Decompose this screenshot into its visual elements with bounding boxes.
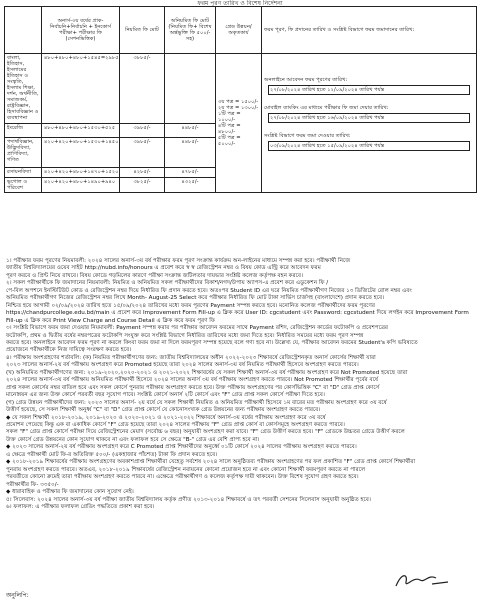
note-line: পরবর্তীতে কোনো ক্রমেই তারা পরীক্ষায় অংশগ্রহণ করতে পারবে না। এক্ষেত্রে পরীক্ষার্থীগণ ও কলেজ কর্তৃপক্ষ দায়ী থাকবেন। উক্ত বিশেষ সুযোগ গ্রহণ করতে হবে। bbox=[6, 474, 359, 481]
signature-image bbox=[392, 570, 452, 592]
note-line: এ ক্ষেত্রে পরীক্ষার্থী মোট ফি-র অতিরিক্ত ৫০০/- (একহাজার পাঁচশত) টাকা ফি প্রদান করতে হবে। bbox=[6, 451, 218, 458]
regular-fee-cell: ৩৮২৫/- bbox=[120, 178, 165, 193]
note-line: ৫। সিলেবাস: ২০২৪ সালের অনার্স-৩য় বর্ষ পরীক্ষা জাতীয় বিশ্ববিদ্যালয় কর্তৃক প্রণীত ২০১৩-২০১৪ শিক্ষাবর্ষে ও তৎ পরবর্তী সেশনের সিলেবাস অনুযায়ী অনুষ্ঠিত হবে। bbox=[6, 496, 371, 503]
top-title: ফরম পূরণ তারিখ ও বিশেষ নির্দেশনা bbox=[197, 0, 283, 7]
note-line: (গ) গ্রেড উন্নয়ন পরীক্ষার্থীদের জন্য: ২০২৩ সালের অনার্স- ২য় বর্ষে যে সকল শিক্ষার্থী নিয়মিত ও অনিয়মিত পরীক্ষার্থী হিসেবে ১ম বারের মত পরীক্ষায় অংশগ্রহণ করে ৩য় বর্ষে bbox=[6, 399, 387, 406]
header-cell bbox=[5, 7, 42, 54]
note-line: (খ) অনিয়মিত পরীক্ষার্থীগণের জন্য: ২০১৯-২০২০,২০২০-২০২১ ও ২০২১-২০২২ শিক্ষাবর্ষের যে সকল শিক্ষার্থী অনার্স-৩য় বর্ষ পরীক্ষায় অংশগ্রহণ করে Not Promoted হয়েছে তারা bbox=[6, 369, 408, 376]
note-line: ফটোকপি, প্রথম ও দ্বিতীয় বর্ষের নম্বরপত্রের ফটোকপি সংযুক্ত করে সংশ্লিষ্ট বিভাগে নির্ধারিত তারিখের মধ্যে জমা দিতে হবে। নির্ধারিত সময়ের মধ্যে ফরম পূরণ সম্পন্ন bbox=[6, 332, 364, 339]
header-cell: গ্রেড উন্নয়ন/ অকৃতকার্য bbox=[216, 7, 262, 54]
schedule-date: ২৭/০৮/২০২৪ তারিখ হতে ১২/০৯/২০২৪ তারিখ পর্যন্ত bbox=[268, 85, 470, 95]
schedule-title: অনলাইনে আবেদন ফরম পূরণের তারিখ: bbox=[264, 77, 348, 83]
schedule-date: ২৭/০৮/২০২৪ তারিখ হতে ১৬/০৯/২০২৪ তারিখ পর্যন্ত bbox=[268, 113, 470, 123]
grade-line: ৩য় পত্র = ১৫০০/- bbox=[218, 99, 259, 105]
irregular-fee-cell bbox=[165, 54, 216, 124]
grade-line: ২য় পত্র = ১৩০০/- bbox=[218, 105, 259, 111]
note-line: ২। সকল পরীক্ষার্থীকে ফি জমাদানের নিয়মাবলী: নিয়মিত ও অনিয়মিত সকল পরীক্ষার্থীদের বিকাশ/নগদ/উপায় অ্যাপস-এ প্রবেশ করে এডুকেশন ফি / bbox=[6, 280, 329, 287]
note-line: পূরণ করবে ও প্রিন্ট নিয়ে রাখবে। বিষয় কোডে গড়মিলের কারণে পরীক্ষা সংক্রান্ত জটিলতার দায়ভার সংশ্লিষ্ট কলেজ কর্তৃপক্ষ বহন করবে। bbox=[6, 272, 304, 279]
breakdown-cell: ৪২০+৪২০+৪৮০+১৪৭০+১৫২০ bbox=[42, 168, 120, 178]
regular-fee-cell: ৪২৮৫/- bbox=[120, 168, 165, 178]
note-line: ৬। ফলাফল: এ পরীক্ষার ফলাফল গ্রেডিং পদ্ধতিতে প্রকাশ করা হবে। bbox=[6, 503, 155, 510]
schedule-cell bbox=[262, 54, 477, 193]
regular-fee-cell: ৩৮৮৫/- bbox=[120, 54, 165, 124]
breakdown-cell: ৪৮০+৪৮০+৪৮০+১৫৪৫=২৯৮৫ bbox=[42, 54, 120, 124]
note-line: পুনরায় অংশগ্রহণ করতে পারবে। অতএব, ২০১৮-২০১৯ শিক্ষাবর্ষের রেজিস্ট্রেশন নবায়নের কোনো প্রয়োজন হবে না এবং কোনো শিক্ষার্থী ফরমপূরণ করতে না পারলে bbox=[6, 466, 366, 473]
irregular-fee-cell: ৪৪৮৫/- bbox=[165, 124, 216, 138]
breakdown-cell: ৪২০+৪২০+৪৮০+১৫৩০+১৪৫০ bbox=[42, 138, 120, 168]
note-line: পে-বিল অপশনে ইনস্টিটিউট কোড ও রেজিস্ট্রেশন নম্বর দিয়ে নির্ধারিত ফি প্রদান করতে হবে। অতঃপর Student ID এর ঘরে নিয়মিত পরীক্ষার্থীগণ নিজের ১৩ ডিজিটের রোল নম্বর এবং bbox=[6, 287, 412, 294]
table-header-row bbox=[5, 7, 477, 54]
breakdown-cell: ৪৮০+৪৮০+৪৮০+১৫৩০+৫২৫ bbox=[42, 124, 120, 138]
note-line: প্রাপ্ত সকল কোর্সের নম্বর বাতিল হবে এবং সকল কোর্সে পুনরায় পরীক্ষায় অংশগ্রহণ করতে হবে। উক্ত পরীক্ষায় অংশগ্রহণের পর কোর্সভিত্তিক "C" বা "D" গ্রেড প্রাপ্ত কোর্সে bbox=[6, 384, 380, 391]
note-line: ১। পরীক্ষার ফরম পূরণের নিয়মাবলী: ২০২৪ সালের অনার্স-৩য় বর্ষ পরীক্ষার ফরম পূরণ সংক্রান্ত কার্যক্রম অন-লাইনের মাধ্যমে সম্পন্ন করা হবে। পরীক্ষার্থী নিজে bbox=[6, 258, 351, 264]
subject-cell: ভূগোল ও পরিবেশ bbox=[5, 178, 42, 193]
grade-cell bbox=[216, 54, 262, 193]
note-line: https://chandpurcollege.edu.bd/main এ প্রবেশ করে Improvement Form Fill-up এ ক্লিক করে User ID: cgcstudent এবং Password: cgcstudent দিয়ে লগইন করে Improvement Form Fill-up এ ক্লিক করে Print View Charge and Course Detail এ ক্লিক করে ফরম পূরণ ফি bbox=[6, 310, 469, 324]
header-cell: অনার্স-৩য় বর্ষের প্রাক-নির্বাচনি+নির্বাচনি + ইনকোর্স পরীক্ষা+ পরীক্ষার ফি (সেশনভিত্তিক) bbox=[42, 7, 120, 54]
grade-line: ৪টি পত্র = ৪৮০০/- bbox=[218, 123, 241, 135]
note-line: ২০২৩ সালের অনার্স-২য় বর্ষ পরীক্ষায় অংশগ্রহণ করে Promoted হয়েছে তারা ২০২৪ সালের অনার্স-৩য় বর্ষ নিয়মিত পরীক্ষার্থী হিসেবে অংশগ্রহণ করতে পারবে। bbox=[6, 362, 359, 369]
header-cell: নিয়মিত ফি মোট bbox=[120, 7, 165, 54]
schedule-title: মোবাইল ব্যাংকিং এর মাধ্যমে পরীক্ষার ফি জমা দেয়ার তারিখ: bbox=[264, 105, 389, 111]
note-line: প্রয়োজনে পরীক্ষার্থীকে নিজ দায়িত্বে সংরক্ষণ করতে হবে। bbox=[6, 347, 132, 354]
subject-cell: বাংলা, ইতিহাস, ইসলামের ইতিহাস ও সংস্কৃতি, ইসলাম শিক্ষা, দর্শন, অর্থনীতি, সমাজকর্ম, রাষ্ট্রবিজ্ঞান, হিসাববিজ্ঞান ও ব্যবস্থাপনা bbox=[5, 54, 42, 124]
subject-cell: পদার্থবিজ্ঞান, উদ্ভিদবিদ্যা, প্রাণিবিদ্যা, গণিত bbox=[5, 138, 42, 168]
grade-line: ১টি পত্র = ১০০০/- bbox=[218, 111, 241, 123]
regular-fee-cell: ৩৯৮৫/- bbox=[120, 124, 165, 138]
note-line: মানোন্নয়ন এর জন্য উক্ত কোর্সে পরবর্তী বছর সুযোগ পাবে। সংশ্লিষ্ট কোর্সে অনার্স ২টি কোর্সে এবং "F" গ্রেড প্রাপ্ত সকল কোর্সে পরীক্ষা দিতে হবে। bbox=[6, 392, 325, 399]
regular-fee-cell: ৩৯৮৫/- bbox=[120, 138, 165, 168]
note-line: নিশ্চিত হয়ে আগামী ০২/০৯/২০২৪ তারিখ হতে ১৫/০৯/২০২৪ তারিখের মধ্যে ফরম পূরণের Payment সম্পন্ন করতে হবে। মনোনিত কলেজ পরীক্ষার্থীদের ফরম পূরণের bbox=[6, 302, 376, 309]
note-line: ৩। সংশ্লিষ্ট বিভাগে ফরম জমা দেওয়ার নিয়মাবলী: Payment সম্পন্ন করার পর পরীক্ষার আবেদন ফরমের সাথে Payment রশিদ, রেজিস্ট্রেশন কার্ডের ফটোকপি ও প্রবেশপত্রের bbox=[6, 325, 389, 332]
irregular-fee-cell: ৪৪৮৫/- bbox=[165, 138, 216, 168]
note-line: করতে হবে। অনলাইনে আবেদন ফরম পূরণ না করলে কিংবা ফরম জমা না দিলে ফরমপূরণ সম্পন্ন হয়েছে বলে গণ্য হবে না। উল্লেখ্য যে, পরীক্ষার আবেদন ফরমের Student's কপি ভবিষ্যতে bbox=[6, 339, 418, 346]
note-line: উত্তীর্ণ হয়েছে, সে সকল শিক্ষার্থী অনুর্ধ্ব "C" বা "D" গ্রেড প্রাপ্ত কোর্সে যে কোনোসংখ্যক গ্রেড উন্নয়নের জন্য পরীক্ষায় অংশগ্রহণ করতে পারবে। bbox=[6, 407, 321, 414]
irregular-fee-cell: ৪৭৮৫/- bbox=[165, 168, 216, 178]
grade-line: ৫টি পত্র = ৫০০০/- bbox=[218, 135, 241, 147]
schedule-title: সংশ্লিষ্ট বিভাগে ফরম জমা দেওয়ার তারিখ: bbox=[264, 133, 351, 139]
note-line: ◆ ধারাবাহিক ও পরীক্ষার ফি জমাদানের কোন সুযোগ নেই। bbox=[6, 489, 134, 496]
header-cell: ফরম পূরণ, ফি প্রদানের তারিখ ও সংশ্লিষ্ট বিভাগে ফরম জমাদানের তারিখ: bbox=[262, 7, 477, 54]
note-line: অনিয়মিত পরীক্ষার্থীগণ নিজের রেজিস্ট্রেশন নম্বর লিখে Month- August-25 Select করে পরীক্ষার নির্ধারিত ফি মোট টাকা সার্ভিস চার্জসহ (বাংলাদেশে) প্রদান করতে হবে। bbox=[6, 295, 385, 302]
table-row bbox=[5, 54, 477, 124]
schedule-date: ০৩/০৯/২০২৪ তারিখ হতে ১৫/০৯/২০২৪ তারিখ পর্যন্ত bbox=[268, 141, 470, 151]
header-cell: অনিয়মিত ফি মোট (নিয়মিত ফি+ বিশেষ অর্ন্তভুক্তি ফি ৫০০/-সহ) bbox=[165, 7, 216, 54]
note-line: ◆ ২০২৩ সালের অনার্স-২য় বর্ষ পরীক্ষায় অংশগ্রহণ করে C Promoted প্রাপ্ত শিক্ষার্থীদের অনুর্ধ্বে ০১টি কোর্সে ২০২৪ সালের পরীক্ষায় অংশগ্রহণ করতে পারবে। bbox=[6, 444, 357, 451]
fee-table bbox=[4, 6, 477, 193]
subject-cell: ইংরেজি bbox=[5, 124, 42, 138]
note-line: প্রমোশন পেয়েছে কিন্তু এক বা একাধিক কোর্সে "F" গ্রেড হয়েছে তারা ২০২৪ সালের পরীক্ষায় "F" গ্রেড প্রাপ্ত কোর্স বা কোর্সসমূহে অংশগ্রহণ করতে পারবে। bbox=[6, 421, 345, 428]
note-line: ◆ যে সকল শিক্ষার্থী ২০১৮-২০১৯, ২০১৯-২০২০ ও ২০২০-২০২১ ও ২০২১-২০২২ শিক্ষাবর্ষে অনার্স-৩য় বর্ষের পরীক্ষায় অংশগ্রহণ করে ৩য় বর্ষে bbox=[6, 414, 326, 421]
note-line: ◆ ২০১৮-২০১৯ শিক্ষাবর্ষের পরীক্ষায় অংশগ্রহণের অবকাশপ্রাপ্ত শিক্ষার্থীরা যেহেতু সর্বশেষ ২০২৪ সালে অনুষ্ঠিতব্য পরীক্ষায় অংশগ্রহণের পর ফল প্রকাশিত "F" গ্রেড প্রাপ্ত কোর্সে শিক্ষার্থীরা bbox=[6, 459, 416, 466]
note-line: সকল "F" গ্রেড প্রাপ্ত কোর্সে পরীক্ষা দিয়ে রেজিস্ট্রেশনের মেয়াদ (সর্বোচ্চ ৬ বছর) অনুযায়ী অংশগ্রহণ করা যাবে। "F" গ্রেড উত্তীর্ণ করতে হবে। "F" গ্রেডকে উচ্চতর গ্রেডে উত্তীর্ণ করলে bbox=[6, 429, 405, 436]
note-line: ২০২৪ সালের অনার্স-৩য় বর্ষ পরীক্ষায় অনিয়মিত পরীক্ষার্থী হিসেবে ২০২৪ সালের অনার্স ৩য় বর্ষ পরীক্ষায় অংশগ্রহণ করতে পারবে। Not Promoted শিক্ষার্থীর পূর্বের বর্ষে bbox=[6, 377, 378, 384]
notes-section bbox=[6, 258, 474, 511]
copy-label: অনুলিপি: bbox=[6, 592, 29, 599]
irregular-fee-cell: ৪৩২৫/- bbox=[165, 178, 216, 193]
breakdown-cell: ৪২০+৪২০+৪৮০+১৪৯০+৯৪০ bbox=[42, 178, 120, 193]
note-line: পরীক্ষার্থীর ফি- ৩৩৫০/- bbox=[6, 481, 59, 488]
note-line: উক্ত কোর্সে গ্রেড উন্নয়নের কোন সুযোগ থাকবে না এবং ফলাফল হবে সে ক্ষেত্রে "B-" গ্রেড এর বেশি প্রাপ্য হবে না। bbox=[6, 436, 260, 443]
note-line: ৪। পরীক্ষায় অংশগ্রহণের শর্তাবলি: (ক) নিয়মিত পরীক্ষার্থীগণের জন্য: জাতীয় বিশ্ববিদ্যালয়ের অধীন ২০২২-২০২৩ শিক্ষাবর্ষে রেজিস্ট্রেশনকৃত অনার্স কোর্সের শিক্ষার্থী যারা bbox=[6, 354, 376, 361]
subject-cell: রসায়নবিদ্যা bbox=[5, 168, 42, 178]
note-line: জাতীয় বিশ্ববিদ্যালয়ের ওয়েব সাইট http://nubd.info/honours এ প্রবেশ করে স্ব স্ব রেজিস্ট্রেশন নম্বর ও বিষয় কোড এন্ট্রি করে আবেদন ফরম bbox=[6, 265, 321, 272]
